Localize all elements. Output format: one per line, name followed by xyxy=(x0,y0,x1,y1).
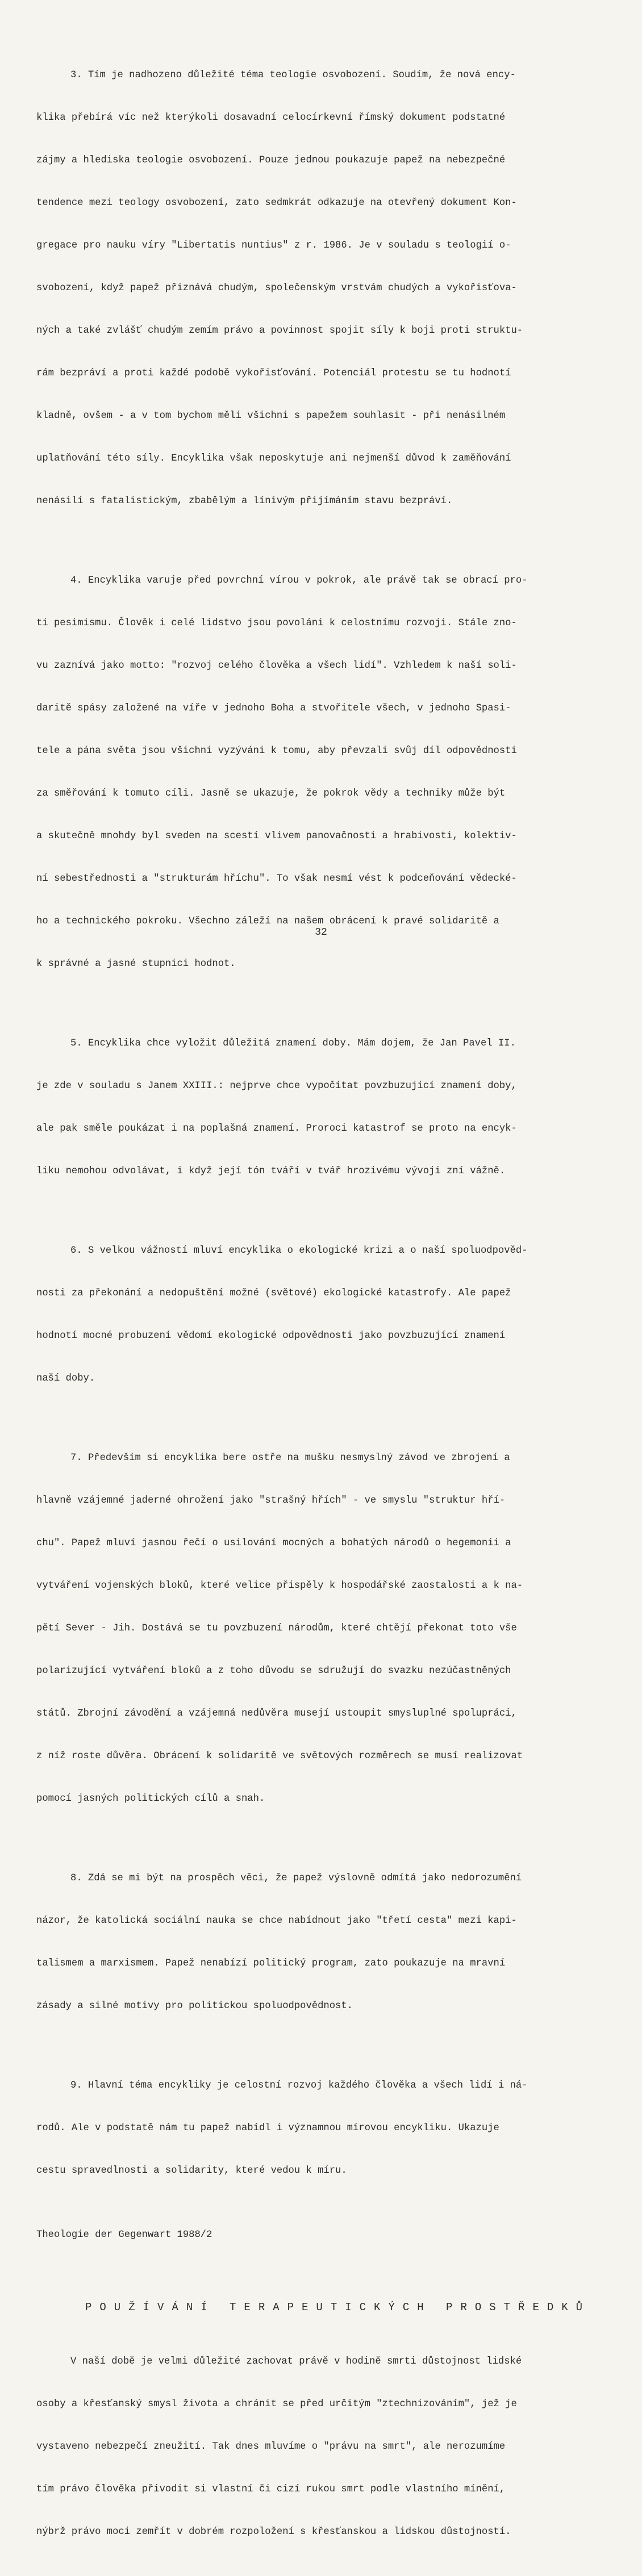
final-paragraph xyxy=(36,2326,610,2567)
text-line: V naší době je velmi důležité zachovat právě v hodině smrti důstojnost lidské xyxy=(70,2356,522,2367)
text-line: 3. Tím je nadhozeno důležité téma teologie osvobození. Soudím, že nová ency- xyxy=(70,70,516,81)
text-line: ní sebestřednosti a "strukturám hříchu". To však nesmí vést k podceňování vědecké- xyxy=(36,873,517,884)
paragraph-5 xyxy=(36,1008,610,1207)
text-line: názor, že katolická sociální nauka se chce nabídnout jako "třetí cesta" mezi kapi- xyxy=(36,1916,517,1926)
text-line: tele a pána světa jsou všichni vyzýváni k tomu, aby převzali svůj díl odpovědnosti xyxy=(36,746,517,756)
text-line: hodnotí mocné probuzení vědomí ekologické odpovědnosti jako povzbuzující znamení xyxy=(36,1331,506,1341)
text-line: talismem a marxismem. Papež nenabízí politický program, zato poukazuje na mravní xyxy=(36,1958,506,1969)
text-line: 5. Encyklika chce vyložit důležitá znamení doby. Mám dojem, že Jan Pavel II. xyxy=(70,1038,516,1049)
text-line: daritě spásy založené na víře v jednoho Boha a stvořitele všech, v jednoho Spasi- xyxy=(36,703,511,714)
text-line: ti pesimismu. Člověk i celé lidstvo jsou povoláni k celostnímu rozvoji. Stále zno- xyxy=(36,618,517,629)
text-line: nosti za překonání a nedopuštění možné (světové) ekologické katastrofy. Ale papež xyxy=(36,1288,511,1299)
text-line: cestu spravedlnosti a solidarity, které vedou k míru. xyxy=(36,2165,347,2176)
text-line: klika přebírá víc než kterýkoli dosavadní celocírkevní římský dokument podstatné xyxy=(36,112,506,123)
text-line: a skutečně mnohdy byl sveden na scestí vlivem panovačnosti a hrabivosti, kolektiv- xyxy=(36,831,517,842)
text-line: nýbrž právo moci zemřít v dobrém rozpoložení s křesťanskou a lidskou důstojností. xyxy=(36,2527,511,2537)
text-line: vu zaznívá jako motto: "rozvoj celého člověka a všech lidí". Vzhledem k naší soli- xyxy=(36,660,517,671)
paragraph-6 xyxy=(36,1215,610,1414)
text-line: vystaveno nebezpečí zneužití. Tak dnes mluvíme o "právu na smrt", ale nerozumíme xyxy=(36,2441,506,2452)
text-line: naší doby. xyxy=(36,1373,95,1384)
page-number: 32 xyxy=(315,927,327,938)
paragraph-7 xyxy=(36,1423,610,1834)
text-line: chu". Papež mluví jasnou řečí o usilování mocných a bohatých národů o hegemonii a xyxy=(36,1538,511,1549)
text-line: 8. Zdá se mi být na prospěch věci, že papež výslovně odmítá jako nedorozumění xyxy=(70,1873,522,1884)
text-line: rodů. Ale v podstatě nám tu papež nabídl i významnou mírovou encykliku. Ukazuje xyxy=(36,2123,499,2134)
text-line: ale pak směle poukázat i na poplašná znamení. Proroci katastrof se proto na encyk- xyxy=(36,1123,517,1134)
text-line: rám bezpráví a proti každé podobě vykořisťování. Potenciál protestu se tu hodnotí xyxy=(36,368,511,379)
source-citation: Theologie der Gegenwart 1988/2 xyxy=(36,2230,212,2240)
text-line: ho a technického pokroku. Všechno záleží na našem obrácení k pravé solidaritě a xyxy=(36,916,499,927)
text-line: zájmy a hlediska teologie osvobození. Pouze jednou poukazuje papež na nebezpečné xyxy=(36,155,506,166)
text-line: zásady a silné motivy pro politickou spoluodpovědnost. xyxy=(36,2001,353,2012)
text-line: tendence mezi teology osvobození, zato sedmkrát odkazuje na otevřený dokument Kon- xyxy=(36,198,517,208)
paragraph-9 xyxy=(36,2050,610,2206)
text-line: států. Zbrojní závodění a vzájemná nedůvěra musejí ustoupit smysluplné spolupráci, xyxy=(36,1708,517,1719)
section-heading: POUŽÍVÁNÍ TERAPEUTICKÝCH PROSTŘEDKŮ xyxy=(85,2301,591,2314)
text-line: pomocí jasných politických cílů a snah. xyxy=(36,1793,265,1804)
text-line: pětí Sever - Jih. Dostává se tu povzbuzení národům, které chtějí překonat toto vše xyxy=(36,1623,517,1634)
text-line: k správné a jasné stupnici hodnot. xyxy=(36,959,236,969)
text-line: hlavně vzájemné jaderné ohrožení jako "strašný hřích" - ve smyslu "struktur hří- xyxy=(36,1495,506,1506)
text-line: 9. Hlavní téma encykliky je celostní rozvoj každého člověka a všech lidí i ná- xyxy=(70,2080,528,2091)
text-line: za směřování k tomuto cíli. Jasně se ukazuje, že pokrok vědy a techniky může být xyxy=(36,788,506,799)
text-line: 4. Encyklika varuje před povrchní vírou v pokrok, ale právě tak se obrací pro- xyxy=(70,575,528,586)
paragraph-3 xyxy=(36,40,610,537)
paragraph-8 xyxy=(36,1843,610,2042)
text-line: gregace pro nauku víry "Libertatis nuntius" z r. 1986. Je v souladu s teologií o- xyxy=(36,240,511,251)
text-line: je zde v souladu s Janem XXIII.: nejprve chce vypočítat povzbuzující znamení doby, xyxy=(36,1081,517,1092)
text-line: 6. S velkou vážností mluví encyklika o ekologické krizi a o naší spoluodpověd- xyxy=(70,1245,528,1256)
text-line: liku nemohou odvolávat, i když její tón tváří v tvář hrozivému vývoji zní vážně. xyxy=(36,1166,506,1177)
text-line: kladně, ovšem - a v tom bychom měli všichni s papežem souhlasit - při nenásilném xyxy=(36,411,506,421)
text-line: 7. Především si encyklika bere ostře na mušku nesmyslný závod ve zbrojení a xyxy=(70,1453,510,1463)
text-line: ných a také zvlášť chudým zemím právo a povinnost spojit síly k boji proti struktu- xyxy=(36,325,523,336)
text-line: tím právo člověka přivodit si vlastní či cizí rukou smrt podle vlastního mínění, xyxy=(36,2484,506,2495)
text-line: svobození, když papež přiznává chudým, společenským vrstvám chudých a vykořisťova- xyxy=(36,283,517,294)
text-line: uplatňování této síly. Encyklika však neposkytuje ani nejmenší důvod k zaměňování xyxy=(36,453,511,464)
text-line: polarizující vytváření bloků a z toho důvodu se sdružují do svazku nezúčastněných xyxy=(36,1666,511,1676)
text-line: z níž roste důvěra. Obrácení k solidaritě ve světových rozměrech se musí realizovat xyxy=(36,1751,523,1762)
text-line: nenásilí s fatalistickým, zbabělým a línivým přijímáním stavu bezpráví. xyxy=(36,496,453,507)
text-line: vytváření vojenských bloků, které velice přispěly k hospodářské zaostalosti a k na- xyxy=(36,1580,523,1591)
text-line: osoby a křesťanský smysl života a chránit se před určitým "ztechnizováním", jež je xyxy=(36,2399,517,2410)
document-body xyxy=(36,40,610,2576)
